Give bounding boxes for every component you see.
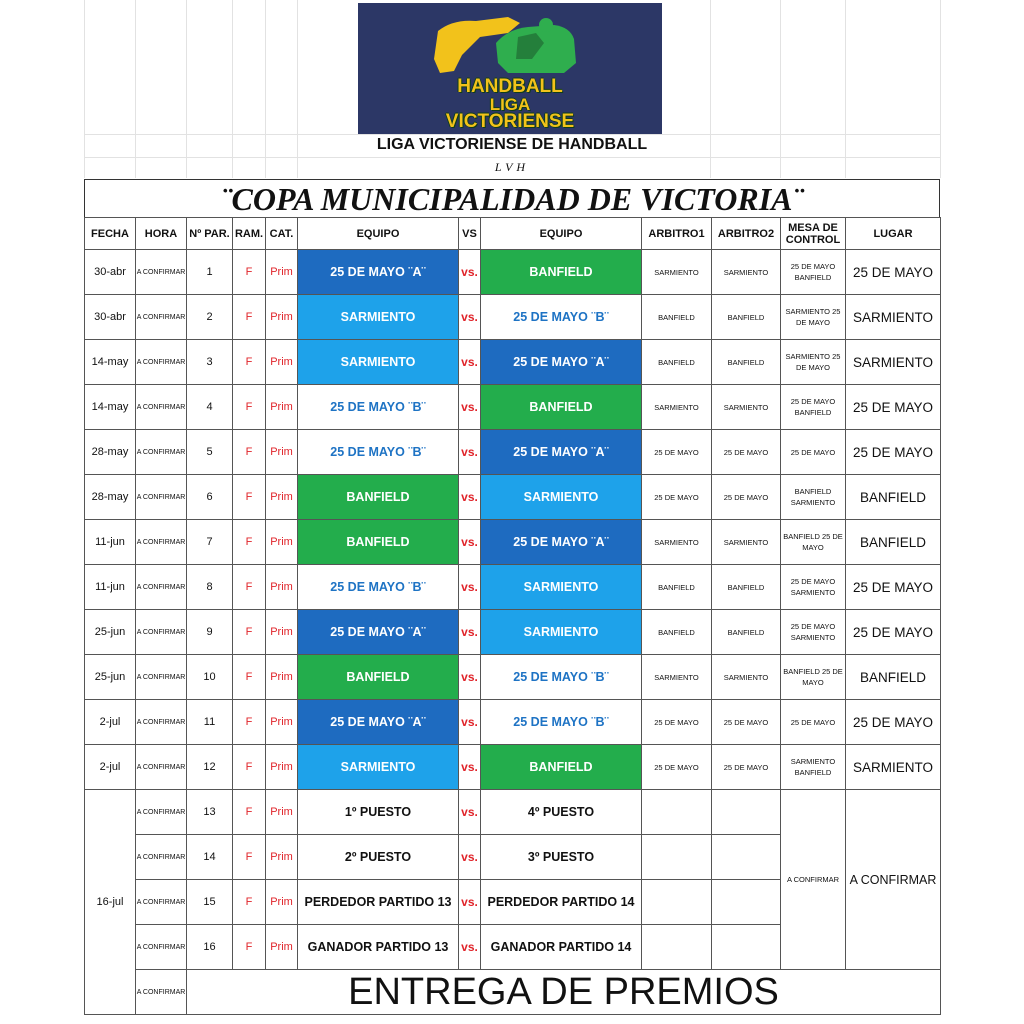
- match-date: 28-may: [85, 430, 136, 475]
- vs-label: vs.: [459, 610, 481, 655]
- referee-2: 25 DE MAYO: [712, 745, 781, 790]
- referee-2: SARMIENTO: [712, 520, 781, 565]
- match-number: 4: [187, 385, 233, 430]
- grid-line: [940, 0, 941, 178]
- match-rama: F: [233, 520, 266, 565]
- header-vs: VS: [459, 218, 481, 250]
- control-table: 25 DE MAYO: [781, 430, 846, 475]
- match-time: A CONFIRMAR: [136, 925, 187, 970]
- match-number: 1: [187, 250, 233, 295]
- match-date: 28-may: [85, 475, 136, 520]
- venue: 25 DE MAYO: [846, 610, 941, 655]
- match-number: 12: [187, 745, 233, 790]
- match-category: Prim: [266, 565, 298, 610]
- final-date: 16-jul: [85, 790, 136, 1015]
- match-row: [85, 295, 941, 340]
- match-number: 2: [187, 295, 233, 340]
- away-team: 25 DE MAYO ¨A¨: [481, 520, 642, 565]
- referee-1: [642, 925, 712, 970]
- control-table: BANFIELD 25 DE MAYO: [781, 520, 846, 565]
- match-rama: F: [233, 610, 266, 655]
- venue: 25 DE MAYO: [846, 250, 941, 295]
- match-rama: F: [233, 475, 266, 520]
- home-team: BANFIELD: [298, 520, 459, 565]
- cup-title: ¨COPA MUNICIPALIDAD DE VICTORIA¨: [84, 179, 940, 217]
- match-date: 14-may: [85, 385, 136, 430]
- away-team: BANFIELD: [481, 250, 642, 295]
- match-number: 16: [187, 925, 233, 970]
- vs-label: vs.: [459, 925, 481, 970]
- home-team: 2º PUESTO: [298, 835, 459, 880]
- vs-label: vs.: [459, 880, 481, 925]
- referee-1: BANFIELD: [642, 295, 712, 340]
- match-row: [85, 475, 941, 520]
- venue: SARMIENTO: [846, 295, 941, 340]
- match-row: [85, 745, 941, 790]
- referee-2: [712, 790, 781, 835]
- away-team: 3º PUESTO: [481, 835, 642, 880]
- match-number: 11: [187, 700, 233, 745]
- vs-label: vs.: [459, 700, 481, 745]
- venue: SARMIENTO: [846, 745, 941, 790]
- referee-2: [712, 925, 781, 970]
- fixture-table: [84, 217, 941, 1015]
- referee-2: BANFIELD: [712, 295, 781, 340]
- match-rama: F: [233, 700, 266, 745]
- away-team: 25 DE MAYO ¨A¨: [481, 340, 642, 385]
- match-row: [85, 520, 941, 565]
- referee-1: [642, 790, 712, 835]
- match-category: Prim: [266, 340, 298, 385]
- vs-label: vs.: [459, 835, 481, 880]
- home-team: 25 DE MAYO ¨A¨: [298, 250, 459, 295]
- match-category: Prim: [266, 655, 298, 700]
- awards-label: ENTREGA DE PREMIOS: [187, 970, 941, 1015]
- match-date: 30-abr: [85, 295, 136, 340]
- match-time: A CONFIRMAR: [136, 745, 187, 790]
- league-logo: [358, 3, 662, 134]
- match-time: A CONFIRMAR: [136, 655, 187, 700]
- away-team: BANFIELD: [481, 385, 642, 430]
- match-number: 7: [187, 520, 233, 565]
- logo-line-2: LIGA: [489, 95, 531, 114]
- referee-2: BANFIELD: [712, 565, 781, 610]
- away-team: SARMIENTO: [481, 610, 642, 655]
- referee-2: BANFIELD: [712, 610, 781, 655]
- vs-label: vs.: [459, 295, 481, 340]
- org-abbr: LVH: [494, 160, 530, 174]
- awards-time: A CONFIRMAR: [136, 970, 187, 1015]
- match-date: 2-jul: [85, 745, 136, 790]
- match-rama: F: [233, 340, 266, 385]
- vs-label: vs.: [459, 565, 481, 610]
- match-date: 30-abr: [85, 250, 136, 295]
- control-table: SARMIENTO 25 DE MAYO: [781, 340, 846, 385]
- away-team: 4º PUESTO: [481, 790, 642, 835]
- control-table: 25 DE MAYO BANFIELD: [781, 250, 846, 295]
- vs-label: vs.: [459, 340, 481, 385]
- match-number: 8: [187, 565, 233, 610]
- away-team: BANFIELD: [481, 745, 642, 790]
- match-rama: F: [233, 385, 266, 430]
- referee-1: 25 DE MAYO: [642, 475, 712, 520]
- home-team: 1º PUESTO: [298, 790, 459, 835]
- match-category: Prim: [266, 925, 298, 970]
- header-mesa: MESA DE CONTROL: [781, 218, 846, 250]
- venue: BANFIELD: [846, 475, 941, 520]
- match-rama: F: [233, 295, 266, 340]
- match-category: Prim: [266, 745, 298, 790]
- away-team: GANADOR PARTIDO 14: [481, 925, 642, 970]
- match-row: [85, 700, 941, 745]
- control-table: 25 DE MAYO BANFIELD: [781, 385, 846, 430]
- logo-line-3: VICTORIENSE: [445, 111, 575, 132]
- match-time: A CONFIRMAR: [136, 835, 187, 880]
- home-team: BANFIELD: [298, 475, 459, 520]
- match-number: 9: [187, 610, 233, 655]
- header-arbitro1: ARBITRO1: [642, 218, 712, 250]
- vs-label: vs.: [459, 790, 481, 835]
- venue: 25 DE MAYO: [846, 565, 941, 610]
- match-category: Prim: [266, 835, 298, 880]
- header-row: [85, 218, 941, 250]
- match-date: 25-jun: [85, 610, 136, 655]
- match-number: 10: [187, 655, 233, 700]
- match-time: A CONFIRMAR: [136, 700, 187, 745]
- home-team: PERDEDOR PARTIDO 13: [298, 880, 459, 925]
- referee-2: [712, 835, 781, 880]
- match-time: A CONFIRMAR: [136, 250, 187, 295]
- vs-label: vs.: [459, 250, 481, 295]
- referee-2: SARMIENTO: [712, 385, 781, 430]
- home-team: GANADOR PARTIDO 13: [298, 925, 459, 970]
- logo-line-1: HANDBALL: [457, 76, 563, 97]
- vs-label: vs.: [459, 520, 481, 565]
- referee-1: 25 DE MAYO: [642, 700, 712, 745]
- vs-label: vs.: [459, 385, 481, 430]
- venue: 25 DE MAYO: [846, 430, 941, 475]
- referee-2: SARMIENTO: [712, 250, 781, 295]
- match-category: Prim: [266, 385, 298, 430]
- match-number: 13: [187, 790, 233, 835]
- match-category: Prim: [266, 430, 298, 475]
- referee-1: [642, 835, 712, 880]
- final-venue: A CONFIRMAR: [846, 790, 941, 970]
- vs-label: vs.: [459, 430, 481, 475]
- control-table: 25 DE MAYO SARMIENTO: [781, 610, 846, 655]
- referee-1: 25 DE MAYO: [642, 745, 712, 790]
- match-date: 14-may: [85, 340, 136, 385]
- home-team: SARMIENTO: [298, 745, 459, 790]
- referee-1: [642, 880, 712, 925]
- match-rama: F: [233, 250, 266, 295]
- away-team: SARMIENTO: [481, 475, 642, 520]
- match-category: Prim: [266, 610, 298, 655]
- match-date: 25-jun: [85, 655, 136, 700]
- header-equipo-visitante: EQUIPO: [481, 218, 642, 250]
- referee-1: BANFIELD: [642, 610, 712, 655]
- control-table: SARMIENTO 25 DE MAYO: [781, 295, 846, 340]
- match-date: 2-jul: [85, 700, 136, 745]
- home-team: 25 DE MAYO ¨A¨: [298, 700, 459, 745]
- match-date: 11-jun: [85, 520, 136, 565]
- match-time: A CONFIRMAR: [136, 295, 187, 340]
- referee-2: 25 DE MAYO: [712, 700, 781, 745]
- match-category: Prim: [266, 880, 298, 925]
- referee-2: [712, 880, 781, 925]
- final-match-row: [85, 790, 941, 835]
- header-equipo-local: EQUIPO: [298, 218, 459, 250]
- vs-label: vs.: [459, 745, 481, 790]
- match-rama: F: [233, 880, 266, 925]
- referee-2: SARMIENTO: [712, 655, 781, 700]
- match-number: 15: [187, 880, 233, 925]
- match-date: 11-jun: [85, 565, 136, 610]
- org-name: LIGA VICTORIENSE DE HANDBALL: [376, 136, 648, 153]
- control-table: 25 DE MAYO SARMIENTO: [781, 565, 846, 610]
- referee-1: SARMIENTO: [642, 250, 712, 295]
- match-row: [85, 340, 941, 385]
- header-rama: RAM.: [233, 218, 266, 250]
- control-table: SARMIENTO BANFIELD: [781, 745, 846, 790]
- match-rama: F: [233, 655, 266, 700]
- grid-line: [84, 134, 940, 135]
- awards-row: [85, 970, 941, 1015]
- match-rama: F: [233, 565, 266, 610]
- match-row: [85, 565, 941, 610]
- venue: 25 DE MAYO: [846, 385, 941, 430]
- match-rama: F: [233, 745, 266, 790]
- final-control-table: A CONFIRMAR: [781, 790, 846, 970]
- venue: SARMIENTO: [846, 340, 941, 385]
- match-time: A CONFIRMAR: [136, 475, 187, 520]
- away-team: 25 DE MAYO ¨B¨: [481, 700, 642, 745]
- referee-1: BANFIELD: [642, 565, 712, 610]
- header-arbitro2: ARBITRO2: [712, 218, 781, 250]
- home-team: SARMIENTO: [298, 340, 459, 385]
- home-team: 25 DE MAYO ¨A¨: [298, 610, 459, 655]
- match-time: A CONFIRMAR: [136, 880, 187, 925]
- match-rama: F: [233, 925, 266, 970]
- referee-2: 25 DE MAYO: [712, 475, 781, 520]
- match-category: Prim: [266, 520, 298, 565]
- match-rama: F: [233, 430, 266, 475]
- referee-1: BANFIELD: [642, 340, 712, 385]
- home-team: 25 DE MAYO ¨B¨: [298, 385, 459, 430]
- match-number: 5: [187, 430, 233, 475]
- away-team: 25 DE MAYO ¨B¨: [481, 655, 642, 700]
- venue: BANFIELD: [846, 520, 941, 565]
- match-number: 6: [187, 475, 233, 520]
- match-time: A CONFIRMAR: [136, 565, 187, 610]
- vs-label: vs.: [459, 655, 481, 700]
- header-lugar: LUGAR: [846, 218, 941, 250]
- match-row: [85, 610, 941, 655]
- match-row: [85, 385, 941, 430]
- match-category: Prim: [266, 250, 298, 295]
- referee-1: 25 DE MAYO: [642, 430, 712, 475]
- match-category: Prim: [266, 295, 298, 340]
- match-category: Prim: [266, 790, 298, 835]
- home-team: SARMIENTO: [298, 295, 459, 340]
- match-time: A CONFIRMAR: [136, 430, 187, 475]
- vs-label: vs.: [459, 475, 481, 520]
- match-rama: F: [233, 790, 266, 835]
- referee-1: SARMIENTO: [642, 655, 712, 700]
- match-rama: F: [233, 835, 266, 880]
- away-team: SARMIENTO: [481, 565, 642, 610]
- grid-line: [84, 157, 940, 158]
- venue: BANFIELD: [846, 655, 941, 700]
- match-time: A CONFIRMAR: [136, 790, 187, 835]
- match-time: A CONFIRMAR: [136, 520, 187, 565]
- away-team: PERDEDOR PARTIDO 14: [481, 880, 642, 925]
- home-team: 25 DE MAYO ¨B¨: [298, 430, 459, 475]
- match-number: 14: [187, 835, 233, 880]
- referee-2: BANFIELD: [712, 340, 781, 385]
- referee-2: 25 DE MAYO: [712, 430, 781, 475]
- referee-1: SARMIENTO: [642, 385, 712, 430]
- header-fecha: FECHA: [85, 218, 136, 250]
- control-table: 25 DE MAYO: [781, 700, 846, 745]
- header-cat: CAT.: [266, 218, 298, 250]
- home-team: 25 DE MAYO ¨B¨: [298, 565, 459, 610]
- home-team: BANFIELD: [298, 655, 459, 700]
- venue: 25 DE MAYO: [846, 700, 941, 745]
- match-time: A CONFIRMAR: [136, 385, 187, 430]
- header-hora: HORA: [136, 218, 187, 250]
- match-row: [85, 655, 941, 700]
- header-num: Nº PAR.: [187, 218, 233, 250]
- match-number: 3: [187, 340, 233, 385]
- control-table: BANFIELD 25 DE MAYO: [781, 655, 846, 700]
- control-table: BANFIELD SARMIENTO: [781, 475, 846, 520]
- match-category: Prim: [266, 475, 298, 520]
- away-team: 25 DE MAYO ¨A¨: [481, 430, 642, 475]
- match-time: A CONFIRMAR: [136, 340, 187, 385]
- match-row: [85, 250, 941, 295]
- match-row: [85, 430, 941, 475]
- away-team: 25 DE MAYO ¨B¨: [481, 295, 642, 340]
- match-time: A CONFIRMAR: [136, 610, 187, 655]
- match-category: Prim: [266, 700, 298, 745]
- referee-1: SARMIENTO: [642, 520, 712, 565]
